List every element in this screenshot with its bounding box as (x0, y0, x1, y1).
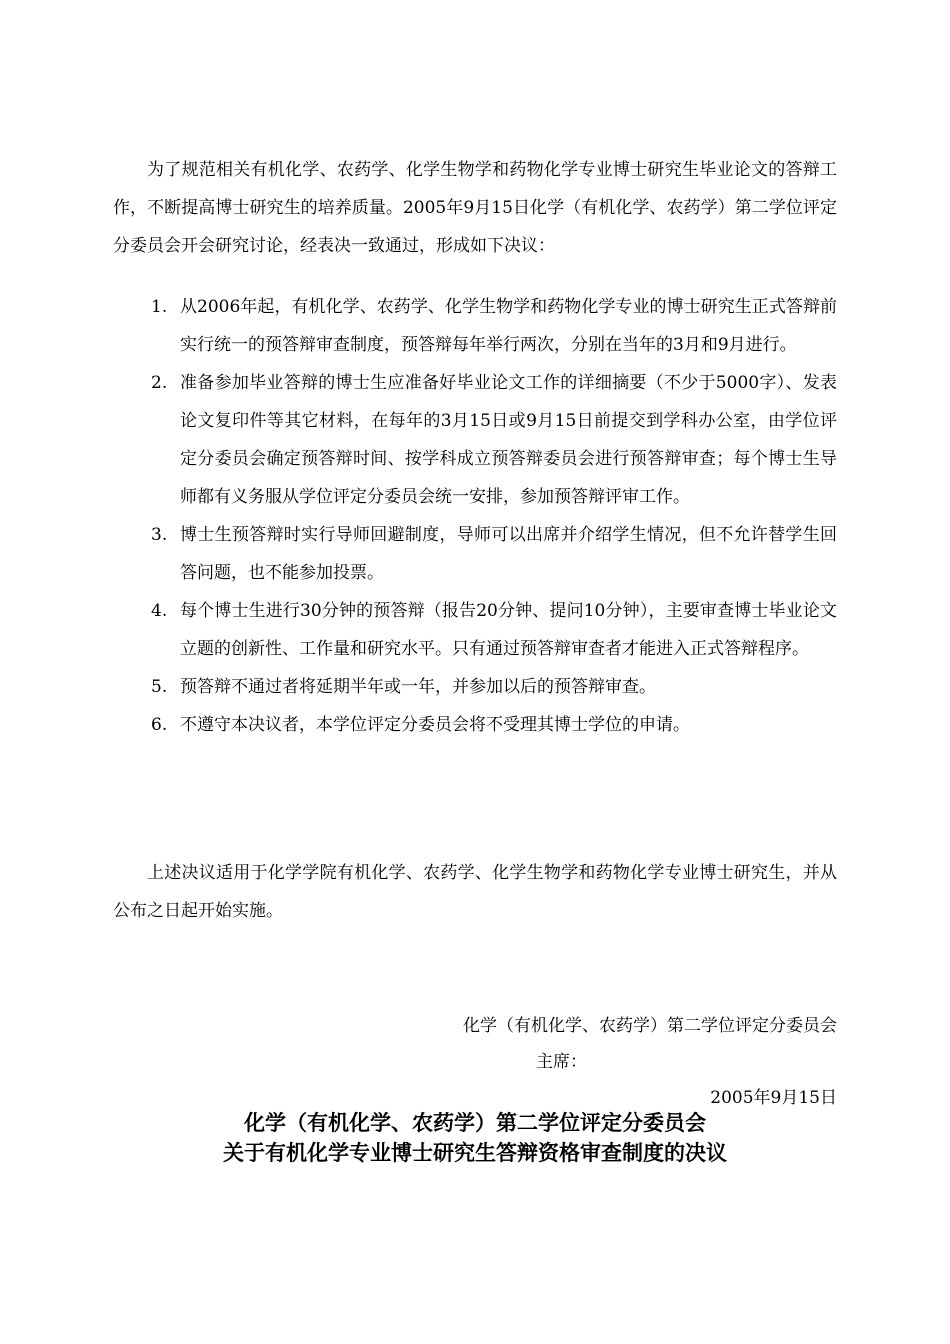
signature-chair: 主席： (536, 1052, 587, 1072)
resolution-item-2 (113, 364, 837, 516)
item-text: 预答辩不通过者将延期半年或一年，并参加以后的预答辩审查。 (180, 677, 656, 697)
item-text: 博士生预答辩时实行导师回避制度，导师可以出席并介绍学生情况，但不允许替学生回答问题，也不能参加投票。 (180, 525, 837, 583)
item-text: 准备参加毕业答辩的博士生应准备好毕业论文工作的详细摘要（不少于5000字）、发表论文复印件等其它材料，在每年的3月15日或9月15日前提交到学科办公室，由学位评定分委员会确定预答辩时间、按学科成立预答辩委员会进行预答辩审查；每个博士生导师都有义务服从学位评定分委员会统一安排，参加预答辩评审工作。 (180, 373, 837, 507)
intro-section (113, 151, 837, 265)
resolution-item-3 (113, 516, 837, 592)
closing-section (113, 854, 837, 930)
title-line-1: 化学（有机化学、农药学）第二学位评定分委员会 (244, 1111, 706, 1135)
item-number: 5. (151, 677, 168, 697)
resolution-item-6 (113, 706, 837, 744)
resolution-item-5 (113, 668, 837, 706)
resolution-item-1 (113, 288, 837, 364)
signature-committee: 化学（有机化学、农药学）第二学位评定分委员会 (463, 1016, 837, 1036)
item-number: 4. (151, 601, 168, 621)
title-line-2: 关于有机化学专业博士研究生答辩资格审查制度的决议 (223, 1141, 727, 1165)
item-number: 2. (151, 373, 168, 393)
item-text: 不遵守本决议者，本学位评定分委员会将不受理其博士学位的申请。 (180, 715, 690, 735)
signature-date: 2005年9月15日 (710, 1088, 837, 1108)
resolution-list (113, 288, 837, 744)
intro-paragraph: 为了规范相关有机化学、农药学、化学生物学和药物化学专业博士研究生毕业论文的答辩工作，不断提高博士研究生的培养质量。2005年9月15日化学（有机化学、农药学）第二学位评定分委员会开会研究讨论，经表决一致通过，形成如下决议： (113, 160, 837, 256)
item-number: 1. (151, 297, 168, 317)
item-number: 6. (151, 715, 168, 735)
item-number: 3. (151, 525, 168, 545)
signature-block (463, 1008, 837, 1116)
item-text: 从2006年起，有机化学、农药学、化学生物学和药物化学专业的博士研究生正式答辩前实行统一的预答辩审查制度，预答辩每年举行两次，分别在当年的3月和9月进行。 (180, 297, 837, 355)
item-text: 每个博士生进行30分钟的预答辩（报告20分钟、提问10分钟），主要审查博士毕业论文立题的创新性、工作量和研究水平。只有通过预答辩审查者才能进入正式答辩程序。 (180, 601, 837, 659)
resolution-item-4 (113, 592, 837, 668)
document-title (0, 1108, 950, 1168)
closing-paragraph: 上述决议适用于化学学院有机化学、农药学、化学生物学和药物化学专业博士研究生，并从公布之日起开始实施。 (113, 863, 837, 921)
